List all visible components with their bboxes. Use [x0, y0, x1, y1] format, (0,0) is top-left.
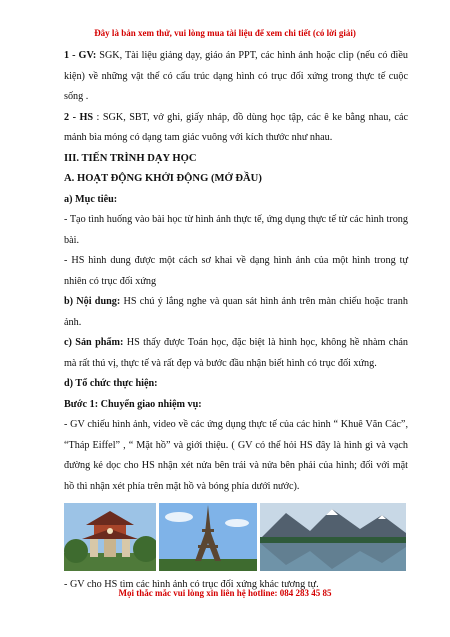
content-paragraph — [64, 292, 408, 333]
step1-text: - GV chiếu hình ảnh, video về các ứng dụng thực tế của các hình “ Khuê Văn Các”, “Tháp Eiffel” , “ Mặt hồ” và giới thiệu. ( GV có thể hỏi HS đây là hình gì và vạch đường kẻ dọc cho HS nhận xét nửa bên trái và nửa bên phải của hình; đối với mặt hồ thì nhận xét phía trên mặt hồ và bóng phía dưới nước). — [64, 419, 408, 492]
product-label: c) Sản phẩm: — [64, 337, 124, 348]
mountain-lake-photo — [260, 503, 406, 571]
eiffel-tower-photo — [159, 503, 257, 571]
header-banner: Đây là bản xem thử, vui lòng mua tài liệu để xem chi tiết (có lời giải) — [94, 28, 356, 38]
step1-heading: Bước 1: Chuyển giao nhiệm vụ: — [64, 398, 202, 410]
closing-paragraph: - GV cho HS tìm các hình ảnh có trục đối xứng khác tương tự. — [64, 579, 319, 590]
content-label: b) Nội dung: — [64, 296, 121, 307]
content-text: HS chú ý lắng nghe và quan sát hình ảnh trên màn chiếu hoặc tranh ảnh. — [64, 296, 408, 328]
khue-van-cac-photo — [64, 503, 156, 571]
footer-banner: Mọi thắc mắc vui lòng xin liên hệ hotline: 084 283 45 85 — [118, 588, 332, 598]
objective-heading: a) Mục tiêu: — [64, 193, 118, 205]
section-title: III. TIẾN TRÌNH DẠY HỌC — [64, 152, 197, 164]
product-paragraph — [64, 333, 408, 374]
gv-label: 1 - GV: — [64, 50, 97, 61]
gv-text: SGK, Tài liệu giảng dạy, giáo án PPT, các hình ảnh hoặc clip (nếu có điều kiện) về những vật thể có cấu trúc dạng hình có trục đối xứng trong thực tế cuộc sống . — [64, 50, 408, 102]
hs-text: : SGK, SBT, vở ghi, giấy nháp, đồ dùng học tập, các ê ke bằng nhau, các mảnh bìa mỏng có dạng tam giác vuông với kích thước như nhau. — [64, 111, 408, 143]
gv-paragraph — [64, 46, 408, 108]
hs-label: 2 - HS — [64, 111, 94, 123]
product-text: HS thấy được Toán học, đặc biệt là hình học, không hề nhàm chán mà rất thú vị, thực tế và rất đẹp và bước đầu nhận biết hình có trục đối xứng. — [64, 337, 408, 369]
document-body — [64, 46, 408, 596]
activity-title: A. HOẠT ĐỘNG KHỞI ĐỘNG (MỞ ĐẦU) — [64, 173, 262, 184]
hs-paragraph — [64, 108, 408, 149]
organize-heading: d) Tổ chức thực hiện: — [64, 378, 158, 389]
objective-line-1: - Tạo tình huống vào bài học từ hình ảnh thực tế, ứng dụng thực tế từ các hình trong bài. — [64, 214, 408, 246]
photo-strip — [64, 503, 408, 571]
objective-line-2: - HS hình dung được một cách sơ khai về dạng hình ảnh của một hình trong tự nhiên có trục đối xứng — [64, 255, 408, 287]
